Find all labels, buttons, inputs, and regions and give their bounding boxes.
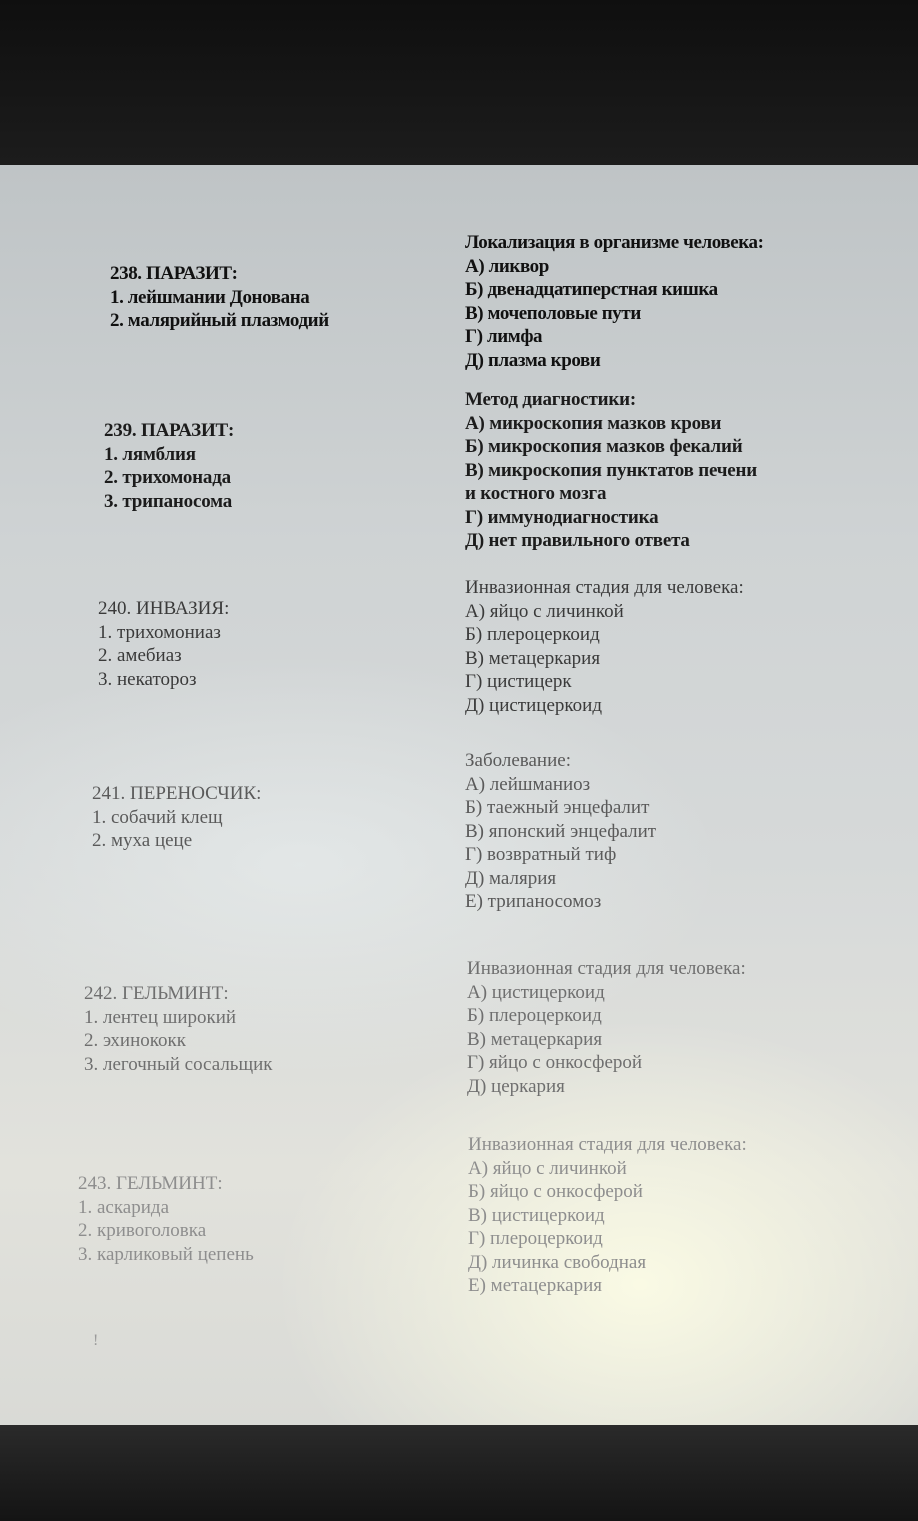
answer-option: Е) трипаносомоз <box>465 891 602 912</box>
answer-option: Е) метацеркария <box>468 1275 602 1296</box>
answer-option: А) яйцо с личинкой <box>468 1157 627 1179</box>
answer-option: Б) двенадцатиперстная кишка <box>465 279 718 300</box>
question-item: 1. собачий клещ <box>92 806 223 828</box>
question-243 <box>78 1172 254 1266</box>
question-item: 3. легочный сосальщик <box>84 1053 273 1075</box>
answer-option: Д) малярия <box>465 867 557 889</box>
options-242 <box>467 957 746 1098</box>
options-239 <box>465 388 757 553</box>
answer-option: Г) плероцеркоид <box>468 1228 603 1249</box>
question-title: 240. ИНВАЗИЯ: <box>98 598 230 619</box>
question-title: 238. ПАРАЗИТ: <box>110 263 238 284</box>
question-item: 2. малярийный плазмодий <box>110 310 329 331</box>
answer-option: Б) плероцеркоид <box>465 624 600 645</box>
answer-option: Б) таежный энцефалит <box>465 797 650 818</box>
answer-option: А) микроскопия мазков крови <box>465 412 722 434</box>
answer-option: Д) плазма крови <box>465 349 601 371</box>
answer-option: В) японский энцефалит <box>465 820 657 842</box>
answer-option: Б) плероцеркоид <box>467 1005 602 1026</box>
answer-option: В) мочеполовые пути <box>465 302 641 324</box>
question-item: 2. эхинококк <box>84 1030 186 1051</box>
photo-dark-bottom-border <box>0 1425 918 1521</box>
answer-option: В) метацеркария <box>467 1028 603 1050</box>
question-241 <box>92 782 261 853</box>
answer-option: А) лейшманиоз <box>465 773 591 795</box>
answer-option: Г) иммунодиагностика <box>465 506 659 528</box>
answer-option: Г) возвратный тиф <box>465 844 617 865</box>
options-title: Заболевание: <box>465 750 571 771</box>
answer-option: Д) нет правильного ответа <box>465 530 690 551</box>
question-item: 2. амебиаз <box>98 645 182 666</box>
question-title: 242. ГЕЛЬМИНТ: <box>84 983 229 1004</box>
question-242 <box>84 982 273 1076</box>
answer-option: Б) микроскопия мазков фекалий <box>465 436 743 457</box>
question-240 <box>98 597 229 691</box>
answer-option: В) микроскопия пунктатов печени <box>465 459 757 481</box>
question-title: 239. ПАРАЗИТ: <box>104 420 235 441</box>
options-title: Инвазионная стадия для человека: <box>468 1134 747 1155</box>
options-241 <box>465 749 656 914</box>
answer-option: Д) церкария <box>467 1075 565 1097</box>
options-238 <box>465 231 764 372</box>
options-title: Инвазионная стадия для человека: <box>467 958 746 979</box>
answer-option: А) ликвор <box>465 255 549 277</box>
question-item: 3. трипаносома <box>104 490 233 512</box>
photo-dark-top-border <box>0 0 918 165</box>
answer-option: Д) цистицеркоид <box>465 694 602 716</box>
question-item: 3. карликовый цепень <box>78 1243 254 1265</box>
options-title: Инвазионная стадия для человека: <box>465 577 744 598</box>
question-item: 1. лейшмании Донована <box>110 286 310 308</box>
question-item: 1. лямблия <box>104 443 196 465</box>
question-title: 241. ПЕРЕНОСЧИК: <box>92 783 262 804</box>
question-title: 243. ГЕЛЬМИНТ: <box>78 1173 223 1194</box>
answer-option: Г) яйцо с онкосферой <box>467 1052 643 1073</box>
question-item: 2. трихомонада <box>104 467 231 488</box>
question-item: 3. некатороз <box>98 668 197 690</box>
question-item: 1. аскарида <box>78 1196 170 1218</box>
stray-mark: ! <box>93 1332 99 1349</box>
options-title: Метод диагностики: <box>465 389 636 410</box>
answer-option: В) метацеркария <box>465 647 601 669</box>
options-240 <box>465 576 744 717</box>
options-243 <box>468 1133 747 1298</box>
answer-option: и костного мозга <box>465 483 607 504</box>
answer-option: Б) яйцо с онкосферой <box>468 1181 643 1202</box>
options-title: Локализация в организме человека: <box>465 232 764 253</box>
question-item: 1. лентец широкий <box>84 1006 237 1028</box>
question-item: 1. трихомониаз <box>98 621 221 643</box>
question-item: 2. кривоголовка <box>78 1220 207 1241</box>
answer-option: В) цистицеркоид <box>468 1204 605 1226</box>
question-239 <box>104 419 234 513</box>
answer-option: Г) лимфа <box>465 326 543 347</box>
question-item: 2. муха цеце <box>92 830 193 851</box>
question-238 <box>110 262 329 333</box>
answer-option: Д) личинка свободная <box>468 1251 647 1273</box>
answer-option: Г) цистицерк <box>465 671 572 692</box>
document-page <box>0 165 918 1425</box>
answer-option: А) цистицеркоид <box>467 981 605 1003</box>
answer-option: А) яйцо с личинкой <box>465 600 624 622</box>
